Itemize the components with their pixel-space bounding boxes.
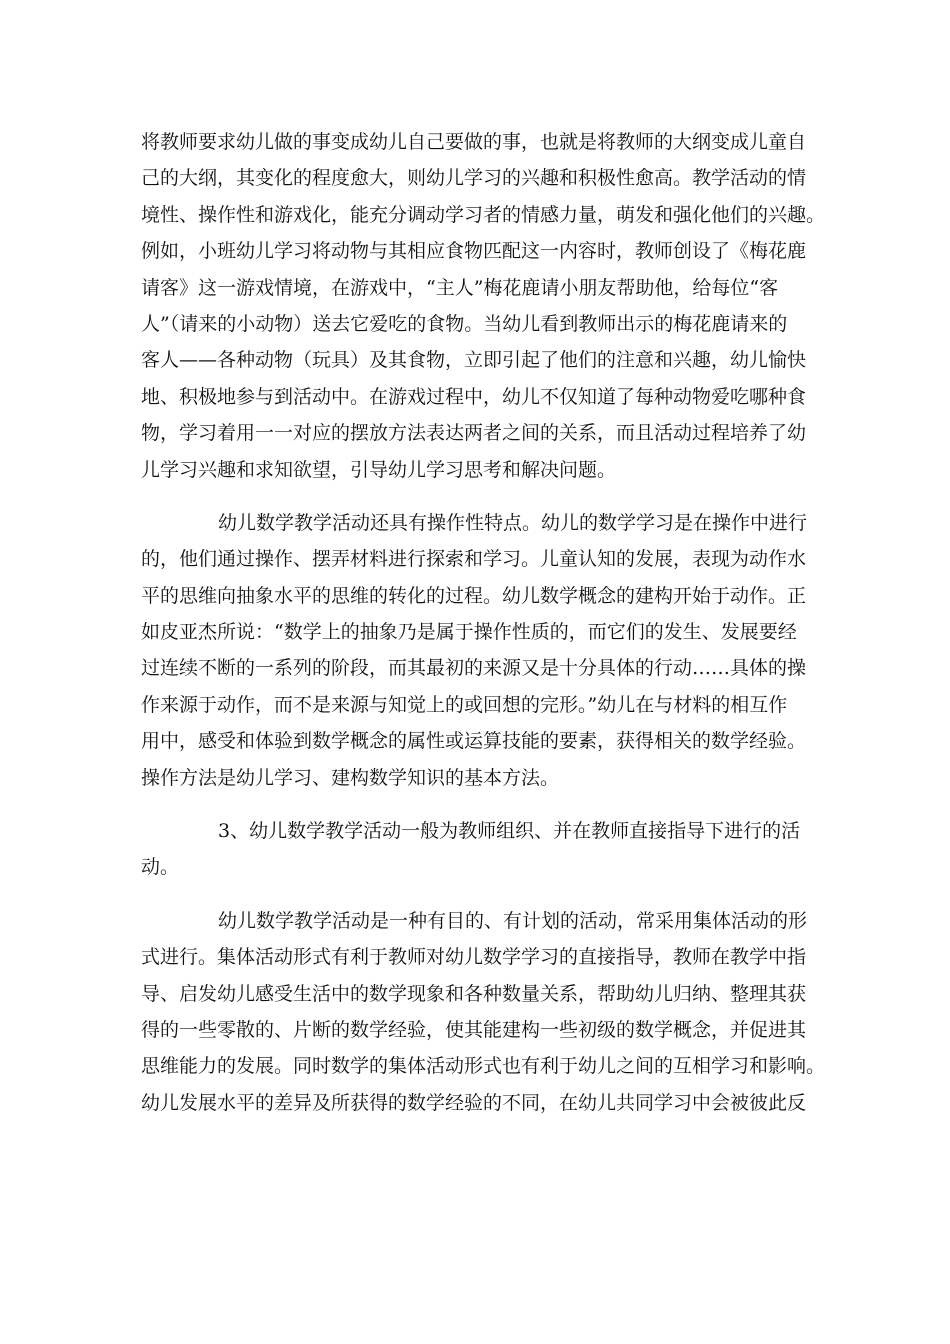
paragraph-1-line-4: 例如，小班幼儿学习将动物与其相应食物匹配这一内容时，教师创设了《梅花鹿 [141, 240, 807, 263]
paragraph-4-line-5: 思维能力的发展。同时数学的集体活动形式也有利于幼儿之间的互相学习和影响。 [141, 1055, 826, 1078]
paragraph-1-line-5: 请客》这一游戏情境，在游戏中，“主人”梅花鹿请小朋友帮助他，给每位“客 [141, 276, 779, 299]
paragraph-1-line-2: 己的大纲，其变化的程度愈大，则幼儿学习的兴趣和积极性愈高。教学活动的情 [141, 167, 807, 190]
paragraph-1-line-8: 地、积极地参与到活动中。在游戏过程中，幼儿不仅知道了每种动物爱吃哪种食 [141, 385, 807, 408]
paragraph-2-line-5: 过连续不断的一系列的阶段，而其最初的来源又是十分具体的行动……具体的操 [141, 657, 807, 680]
paragraph-1-line-1: 将教师要求幼儿做的事变成幼儿自己要做的事，也就是将教师的大纲变成儿童自 [141, 131, 807, 153]
paragraph-4-line-6: 幼儿发展水平的差异及所获得的数学经验的不同，在幼儿共同学习中会被彼此反 [141, 1091, 807, 1114]
paragraph-2-line-6: 作来源于动作，而不是来源与知觉上的或回想的完形。”幼儿在与材料的相互作 [141, 693, 788, 716]
paragraph-4-line-2: 式进行。集体活动形式有利于教师对幼儿数学学习的直接指导，教师在教学中指 [141, 946, 807, 969]
document-body [141, 124, 841, 1121]
paragraph-1-line-3: 境性、操作性和游戏化，能充分调动学习者的情感力量，萌发和强化他们的兴趣。 [141, 203, 826, 226]
paragraph-1-line-7: 客人——各种动物（玩具）及其食物，立即引起了他们的注意和兴趣，幼儿愉快 [141, 349, 807, 372]
paragraph-1-line-6: 人”（请来的小动物）送去它爱吃的食物。当幼儿看到教师出示的梅花鹿请来的 [141, 312, 788, 335]
paragraph-2-line-3: 平的思维向抽象水平的思维的转化的过程。幼儿数学概念的建构开始于动作。正 [141, 584, 807, 607]
paragraph-2-line-1: 幼儿数学教学活动还具有操作性特点。幼儿的数学学习是在操作中进行 [218, 511, 808, 534]
paragraph-2-line-7: 用中，感受和体验到数学概念的属性或运算技能的要素，获得相关的数学经验。 [141, 730, 807, 753]
paragraph-2-line-2: 的，他们通过操作、摆弄材料进行探索和学习。儿童认知的发展，表现为动作水 [141, 548, 807, 571]
paragraph-4-line-4: 得的一些零散的、片断的数学经验，使其能建构一些初级的数学概念，并促进其 [141, 1018, 807, 1041]
paragraph-1-line-10: 儿学习兴趣和求知欲望，引导幼儿学习思考和解决问题。 [141, 458, 617, 481]
section-heading-line-1: 3、幼儿数学教学活动一般为教师组织、并在教师直接指导下进行的活 [218, 820, 801, 843]
paragraph-2-line-8: 操作方法是幼儿学习、建构数学知识的基本方法。 [141, 766, 560, 789]
paragraph-4-line-1: 幼儿数学教学活动是一种有目的、有计划的活动，常采用集体活动的形 [218, 909, 808, 932]
paragraph-4-line-3: 导、启发幼儿感受生活中的数学现象和各种数量关系，帮助幼儿归纳、整理其获 [141, 982, 807, 1005]
paragraph-2-line-4: 如皮亚杰所说：“数学上的抽象乃是属于操作性质的，而它们的发生、发展要经 [141, 621, 797, 644]
section-heading-line-2: 动。 [141, 856, 180, 879]
paragraph-1-line-9: 物，学习着用一一对应的摆放方法表达两者之间的关系，而且活动过程培养了幼 [141, 422, 807, 445]
